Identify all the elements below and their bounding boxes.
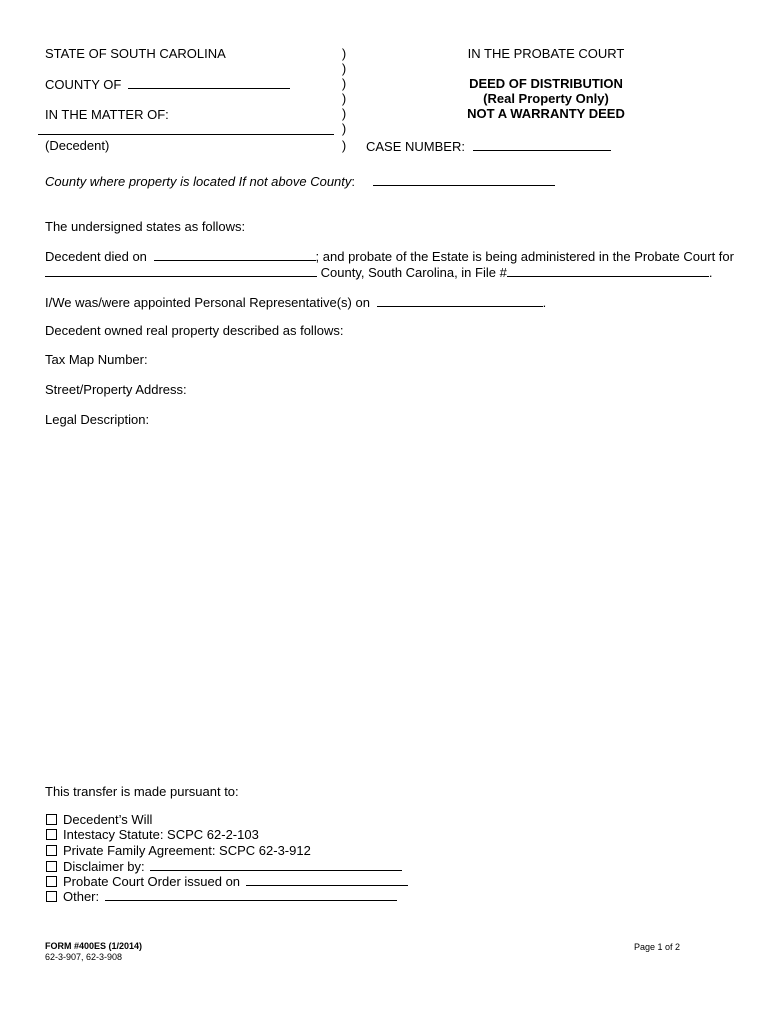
option-other xyxy=(46,888,397,903)
form-id: FORM #400ES (1/2014) xyxy=(45,941,143,951)
state-label: STATE OF SOUTH CAROLINA xyxy=(45,46,226,61)
street-address-label: Street/Property Address: xyxy=(45,382,187,397)
option-label: Probate Court Order issued on xyxy=(63,874,241,889)
county-property-field[interactable] xyxy=(373,173,555,186)
appointed-row xyxy=(45,294,546,310)
intestacy-checkbox[interactable] xyxy=(46,829,57,840)
decedent-name-field[interactable] xyxy=(38,134,334,135)
paren-7: ) xyxy=(341,138,347,153)
option-intestacy xyxy=(46,827,259,842)
appointed-label: I/We was/were appointed Personal Representative(s) on xyxy=(45,295,370,310)
date-of-death-field[interactable] xyxy=(154,248,316,261)
paren-1: ) xyxy=(341,46,347,61)
county-of-label: COUNTY OF xyxy=(45,77,122,92)
paren-5: ) xyxy=(341,106,347,121)
warranty-notice: NOT A WARRANTY DEED xyxy=(467,106,625,121)
deed-subtitle: (Real Property Only) xyxy=(483,91,609,106)
paren-4: ) xyxy=(341,91,347,106)
family-agreement-checkbox[interactable] xyxy=(46,845,57,856)
court-order-date-field[interactable] xyxy=(246,873,408,886)
file-period: . xyxy=(708,265,713,280)
disclaimer-checkbox[interactable] xyxy=(46,861,57,872)
county-of-row xyxy=(45,76,290,92)
page-number: Page 1 of 2 xyxy=(633,942,680,952)
paren-3: ) xyxy=(341,76,347,91)
option-label: Decedent’s Will xyxy=(63,812,153,827)
county-of-field[interactable] xyxy=(128,76,290,89)
option-court-order xyxy=(46,873,408,888)
paren-2: ) xyxy=(341,61,347,76)
option-label: Other: xyxy=(63,889,100,904)
legal-description-label: Legal Description: xyxy=(45,412,150,427)
case-number-field[interactable] xyxy=(473,138,611,151)
court-label: IN THE PROBATE COURT xyxy=(467,46,625,61)
states-as-follows: The undersigned states as follows: xyxy=(45,219,246,234)
county-file-row xyxy=(45,264,712,280)
option-label: Private Family Agreement: SCPC 62-3-912 xyxy=(63,843,311,858)
county-property-label: County where property is located If not above County xyxy=(45,174,352,189)
case-number-row xyxy=(366,138,611,154)
other-checkbox[interactable] xyxy=(46,891,57,902)
other-field[interactable] xyxy=(105,888,397,901)
file-number-field[interactable] xyxy=(507,264,709,277)
appointed-period: . xyxy=(542,295,547,310)
died-on-label: Decedent died on xyxy=(45,249,147,264)
paren-6: ) xyxy=(341,121,347,136)
appointed-date-field[interactable] xyxy=(377,294,543,307)
option-label: Intestacy Statute: SCPC 62-2-103 xyxy=(63,827,259,842)
deed-title: DEED OF DISTRIBUTION xyxy=(469,76,623,91)
decedents-will-checkbox[interactable] xyxy=(46,814,57,825)
county-property-row xyxy=(45,173,555,189)
in-the-matter-of-label: IN THE MATTER OF: xyxy=(45,107,169,122)
died-on-row xyxy=(45,248,734,264)
option-disclaimer xyxy=(46,858,402,873)
case-number-label: CASE NUMBER: xyxy=(366,139,465,154)
disclaimer-field[interactable] xyxy=(150,858,402,871)
transfer-heading: This transfer is made pursuant to: xyxy=(45,784,239,799)
probate-county-field[interactable] xyxy=(45,264,317,277)
probate-court-text: ; and probate of the Estate is being administered in the Probate Court for xyxy=(315,249,734,264)
statute-refs: 62-3-907, 62-3-908 xyxy=(45,952,123,962)
county-property-colon: : xyxy=(351,174,356,189)
county-sc-file-label: County, South Carolina, in File # xyxy=(320,265,507,280)
owned-property-label: Decedent owned real property described as follows: xyxy=(45,323,344,338)
option-family-agreement xyxy=(46,843,311,858)
court-order-checkbox[interactable] xyxy=(46,876,57,887)
option-decedents-will xyxy=(46,812,152,827)
option-label: Disclaimer by: xyxy=(63,859,145,874)
decedent-label: (Decedent) xyxy=(45,138,110,153)
tax-map-label: Tax Map Number: xyxy=(45,352,148,367)
